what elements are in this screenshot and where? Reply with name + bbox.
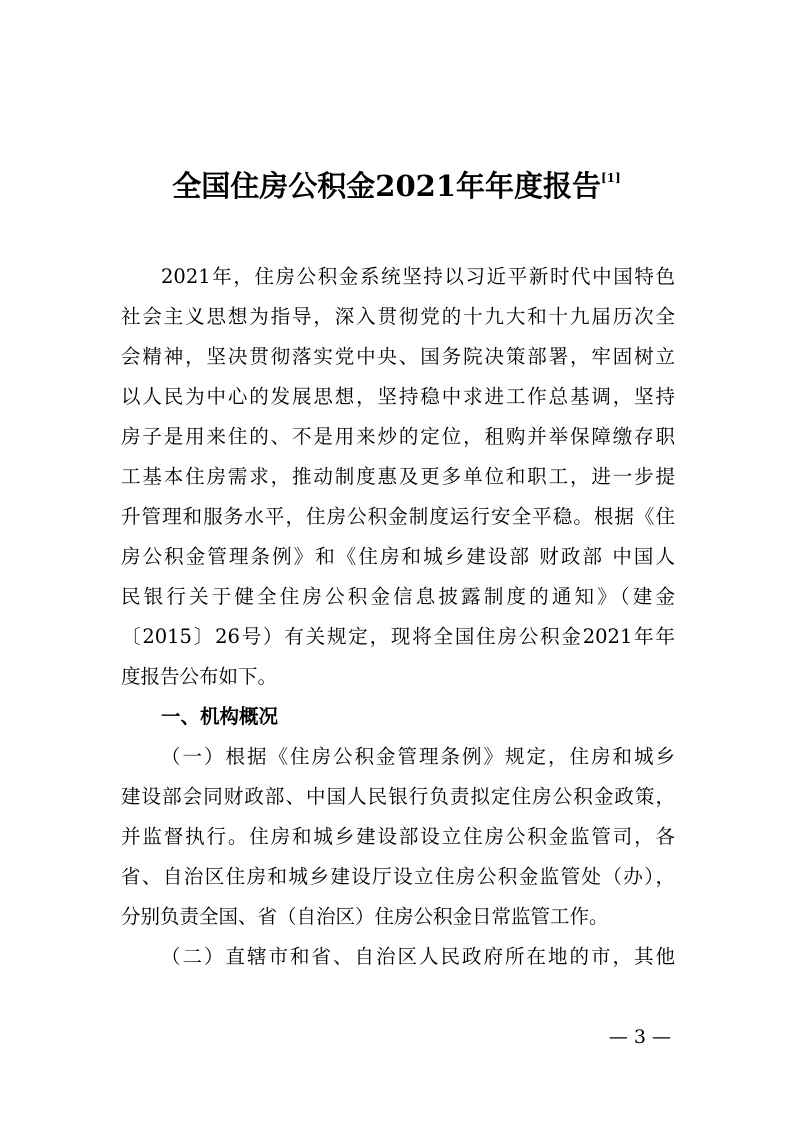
section-para-line: 建设部会同财政部、中国人民银行负责拟定住房公积金政策，: [121, 785, 675, 808]
section-heading: 一、机构概况: [161, 705, 279, 728]
document-title: [0, 166, 793, 206]
section-para-line: 并监督执行。住房和城乡建设部设立住房公积金监管司，各: [121, 825, 675, 848]
intro-line: 社会主义思想为指导，深入贯彻党的十九大和十九届历次全: [121, 305, 675, 328]
intro-line: 民银行关于健全住房公积金信息披露制度的通知》（建金: [121, 585, 675, 608]
intro-line: 〔2015〕26号）有关规定，现将全国住房公积金2021年年: [121, 625, 675, 648]
document-body: [121, 257, 675, 977]
section-para-line: （二）直辖市和省、自治区人民政府所在地的市，其他: [161, 945, 675, 968]
intro-line: 工基本住房需求，推动制度惠及更多单位和职工，进一步提: [121, 465, 675, 488]
intro-line: 以人民为中心的发展思想，坚持稳中求进工作总基调，坚持: [121, 385, 675, 408]
title-footnote-marker: [1]: [601, 171, 621, 185]
intro-line: 房公积金管理条例》和《住房和城乡建设部 财政部 中国人: [121, 545, 675, 568]
page-number: — 3 —: [608, 1026, 671, 1048]
section-para-line: （一）根据《住房公积金管理条例》规定，住房和城乡: [161, 745, 675, 768]
section-para-line: 分别负责全国、省（自治区）住房公积金日常监管工作。: [121, 905, 609, 928]
document-title-text: 全国住房公积金2021年年度报告: [172, 169, 601, 203]
section-para-line: 省、自治区住房和城乡建设厅设立住房公积金监管处（办），: [121, 865, 675, 888]
intro-line: 升管理和服务水平，住房公积金制度运行安全平稳。根据《住: [121, 505, 675, 528]
intro-line: 会精神，坚决贯彻落实党中央、国务院决策部署，牢固树立: [121, 345, 675, 368]
intro-line: 房子是用来住的、不是用来炒的定位，租购并举保障缴存职: [121, 425, 675, 448]
intro-line: 度报告公布如下。: [121, 665, 278, 688]
intro-line: 2021年，住房公积金系统坚持以习近平新时代中国特色: [161, 265, 675, 288]
